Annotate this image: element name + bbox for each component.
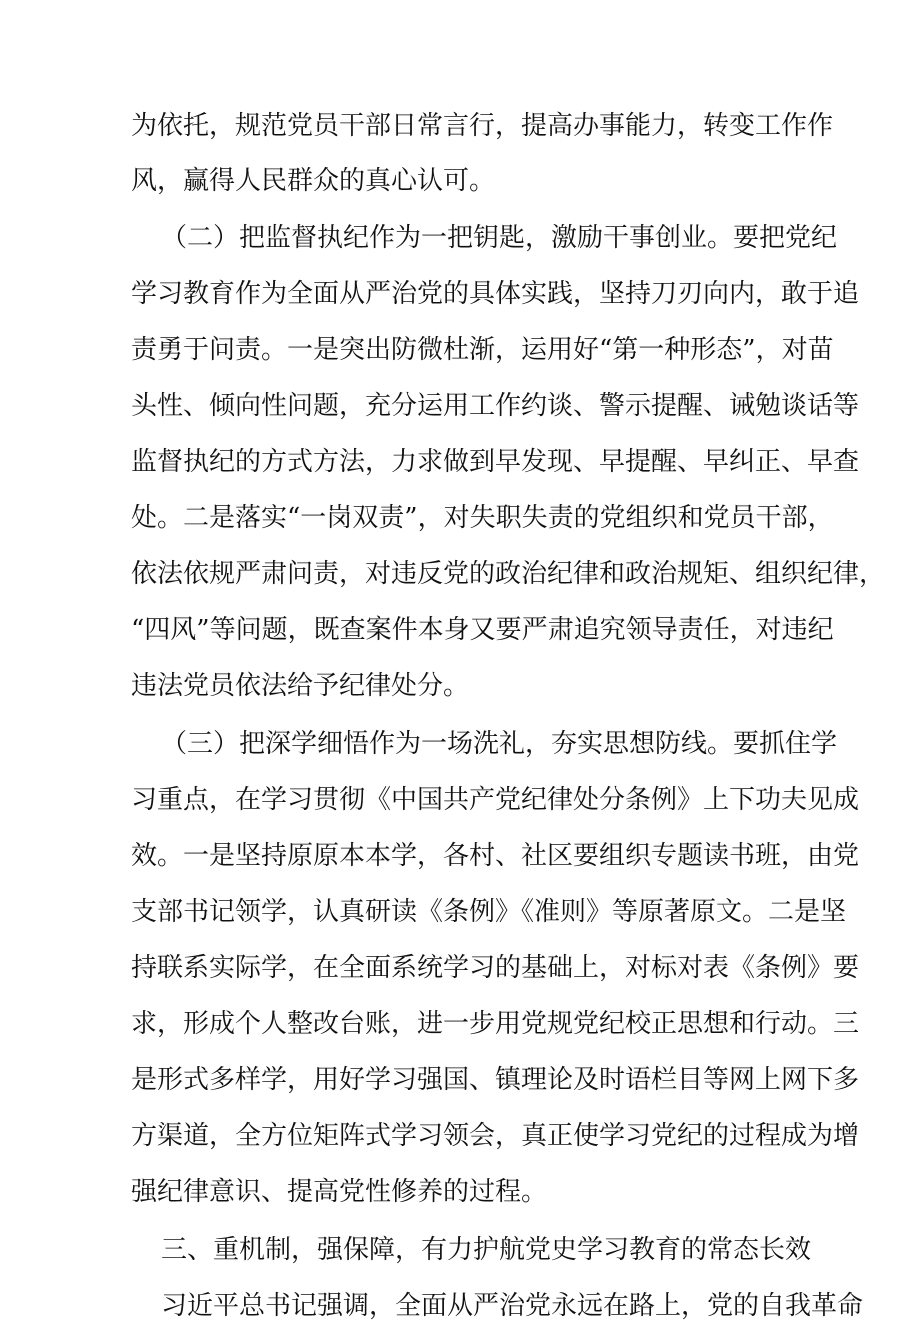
paragraph-line: 依法依规严肃问责，对违反党的政治纪律和政治规矩、组织纪律， [131,559,886,589]
paragraph-line: 头性、倾向性问题，充分运用工作约谈、警示提醒、诫勉谈话等 [131,391,860,421]
paragraph-line: 监督执纪的方式方法，力求做到早发现、早提醒、早纠正、早查 [131,447,860,477]
paragraph-line: 效。一是坚持原原本本学，各村、社区要组织专题读书班，由党 [131,841,860,871]
paragraph-line: 学习教育作为全面从严治党的具体实践，坚持刀刃向内，敢于追 [131,279,860,309]
paragraph-line: 责勇于问责。一是突出防微杜渐，运用好“第一种形态”，对苗 [131,335,834,365]
paragraph-line: 为依托，规范党员干部日常言行，提高办事能力，转变工作作 [131,111,834,141]
paragraph-line: 处。二是落实“一岗双责”，对失职失责的党组织和党员干部， [131,503,834,533]
paragraph-line: 方渠道，全方位矩阵式学习领会，真正使学习党纪的过程成为增 [131,1121,860,1151]
paragraph-line: 持联系实际学，在全面系统学习的基础上，对标对表《条例》要 [131,953,860,983]
paragraph-line: “四风”等问题，既查案件本身又要严肃追究领导责任，对违纪 [131,615,834,645]
chapter-heading-line: 三、重机制，强保障，有力护航党史学习教育的常态长效 [161,1235,812,1265]
paragraph-line: 强纪律意识、提高党性修养的过程。 [131,1177,548,1207]
paragraph-line: 违法党员依法给予纪律处分。 [131,671,470,701]
section-heading-line: （二）把监督执纪作为一把钥匙，激励干事创业。要把党纪 [161,223,838,253]
section-heading-line: （三）把深学细悟作为一场洗礼，夯实思想防线。要抓住学 [161,729,838,759]
paragraph-line: 风，赢得人民群众的真心认可。 [131,166,496,196]
paragraph-line: 习近平总书记强调，全面从严治党永远在路上，党的自我革命 [161,1291,864,1321]
paragraph-line: 是形式多样学，用好学习强国、镇理论及时语栏目等网上网下多 [131,1065,860,1095]
paragraph-line: 求，形成个人整改台账，进一步用党规党纪校正思想和行动。三 [131,1009,860,1039]
paragraph-line: 习重点，在学习贯彻《中国共产党纪律处分条例》上下功夫见成 [131,785,860,815]
paragraph-line: 支部书记领学，认真研读《条例》《准则》等原著原文。二是坚 [131,897,847,927]
